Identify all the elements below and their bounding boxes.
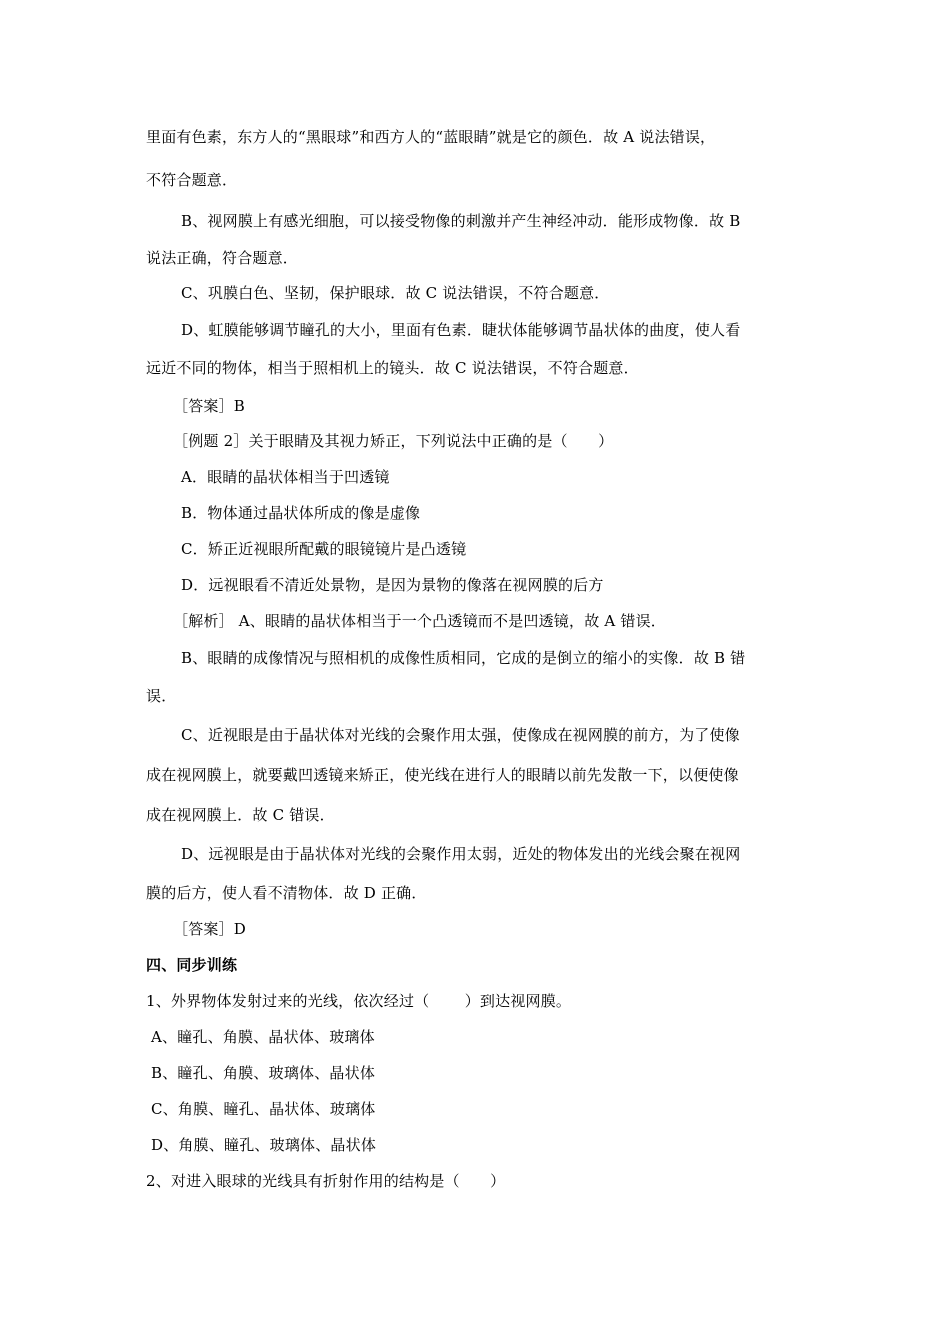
text-line: 成在视网膜上，就要戴凹透镜来矫正，使光线在进行人的眼睛以前先发散一下，以便使像 xyxy=(146,766,739,784)
option-b: B．物体通过晶状体所成的像是虚像 xyxy=(181,504,421,522)
text-line: D、远视眼是由于晶状体对光线的会聚作用太弱，近处的物体发出的光线会聚在视网 xyxy=(181,845,741,863)
option-c: C．矫正近视眼所配戴的眼镜镜片是凸透镜 xyxy=(181,540,467,558)
answer-label: ［答案］D xyxy=(173,920,247,938)
section-heading: 四、同步训练 xyxy=(146,956,238,974)
text-line: 说法正确，符合题意． xyxy=(146,249,299,267)
question-2: 2、对进入眼球的光线具有折射作用的结构是（ ） xyxy=(146,1172,506,1190)
text-line: 误． xyxy=(146,687,177,705)
option-a: A．眼睛的晶状体相当于凹透镜 xyxy=(181,468,390,486)
text-line: C、巩膜白色、坚韧，保护眼球．故 C 说法错误，不符合题意． xyxy=(181,284,610,302)
text-line: 远近不同的物体，相当于照相机上的镜头．故 C 说法错误，不符合题意． xyxy=(146,359,639,377)
text-line: C、近视眼是由于晶状体对光线的会聚作用太强，使像成在视网膜的前方，为了使像 xyxy=(181,726,740,744)
answer-label: ［答案］B xyxy=(173,397,246,415)
q1-option-b: B、瞳孔、角膜、玻璃体、晶状体 xyxy=(151,1064,376,1082)
text-line: 成在视网膜上．故 C 错误． xyxy=(146,806,335,824)
q1-option-a: A、瞳孔、角膜、晶状体、玻璃体 xyxy=(151,1028,375,1046)
question-1: 1、外界物体发射过来的光线，依次经过（ ）到达视网膜。 xyxy=(146,992,572,1010)
text-line: B、眼睛的成像情况与照相机的成像性质相同，它成的是倒立的缩小的实像．故 B 错 xyxy=(181,649,746,667)
text-line: B、视网膜上有感光细胞，可以接受物像的刺激并产生神经冲动．能形成物像．故 B xyxy=(181,212,741,230)
text-line: 膜的后方，使人看不清物体．故 D 正确． xyxy=(146,884,427,902)
example-question: ［例题 2］关于眼睛及其视力矫正，下列说法中正确的是（ ） xyxy=(173,432,614,450)
option-d: D．远视眼看不清近处景物，是因为景物的像落在视网膜的后方 xyxy=(181,576,604,594)
text-line: D、虹膜能够调节瞳孔的大小，里面有色素．睫状体能够调节晶状体的曲度，使人看 xyxy=(181,321,741,339)
analysis-label: ［解析］ A、眼睛的晶状体相当于一个凸透镜而不是凹透镜，故 A 错误． xyxy=(173,612,666,630)
q1-option-d: D、角膜、瞳孔、玻璃体、晶状体 xyxy=(151,1136,377,1154)
text-line: 不符合题意． xyxy=(146,171,238,189)
q1-option-c: C、角膜、瞳孔、晶状体、玻璃体 xyxy=(151,1100,376,1118)
text-line: 里面有色素，东方人的“黑眼球”和西方人的“蓝眼睛”就是它的颜色．故 A 说法错误， xyxy=(146,128,716,146)
